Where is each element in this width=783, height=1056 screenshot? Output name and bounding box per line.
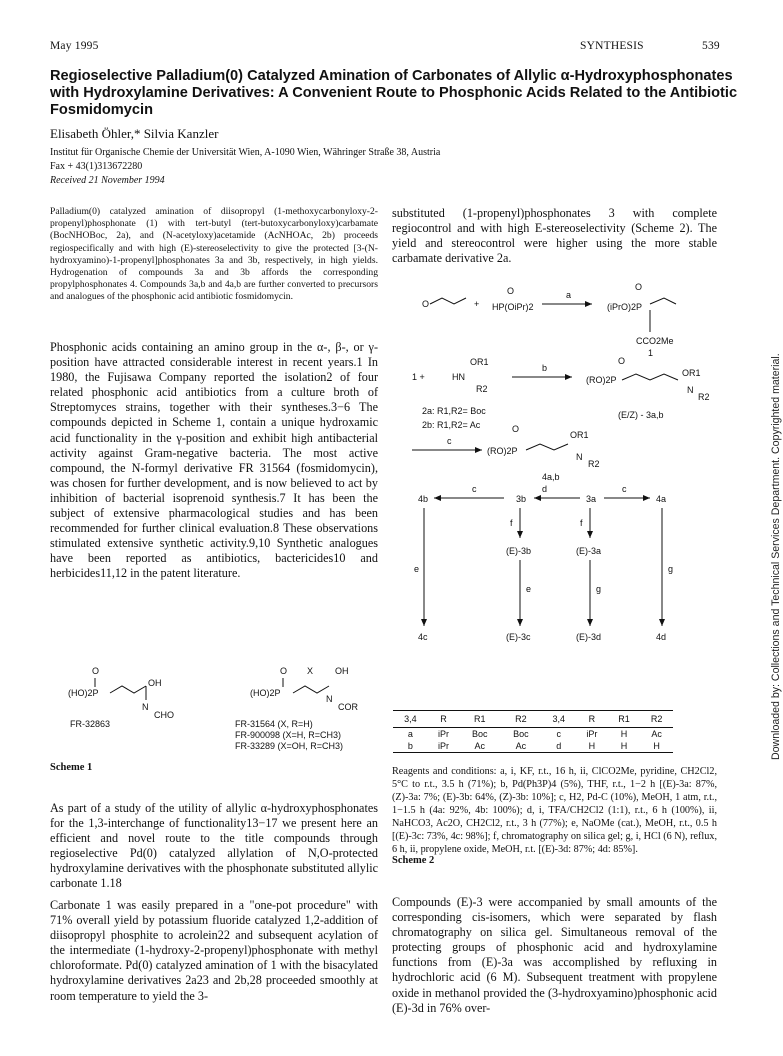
svg-text:g: g	[596, 584, 602, 594]
carbonate-paragraph: Carbonate 1 was easily prepared in a "one-pot procedure" with 71% overall yield by potassium fluoride catalyzed 1,2-addition of diisopropyl phosphite to acrolein22 and subsequent acylation of the intermediate (1-hydroxy-2-propenyl)phosphonate with methyl chloroformate. Pd(0) catalyzed amination of 1 with the bisacylated hydroxylamine derivatives 2a23 and 2b,28 proceeded smoothly at room temperature to yield the 3-	[50, 898, 378, 1003]
scheme2-label: Scheme 2	[392, 855, 435, 866]
svg-text:4c: 4c	[418, 632, 428, 642]
svg-text:N: N	[142, 702, 149, 712]
scheme2-substituent-table	[393, 710, 673, 753]
svg-text:b: b	[542, 363, 548, 373]
svg-text:(E)-3d: (E)-3d	[576, 632, 602, 642]
table-cell: c	[556, 729, 561, 739]
svg-text:(E)-3c: (E)-3c	[506, 632, 531, 642]
svg-text:OR1: OR1	[570, 430, 589, 440]
svg-text:N: N	[687, 385, 694, 395]
scheme1-name-fr32863: FR-32863	[70, 719, 111, 729]
svg-text:+: +	[474, 299, 480, 309]
svg-text:R2: R2	[476, 384, 488, 394]
table-header-cell: 3,4	[541, 711, 576, 728]
svg-text:(iPrO)2P: (iPrO)2P	[607, 302, 643, 312]
svg-text:4d: 4d	[656, 632, 667, 642]
svg-text:HP(OiPr)2: HP(OiPr)2	[492, 302, 534, 312]
scheme1-name-list	[235, 719, 343, 752]
received-date: Received 21 November 1994	[50, 175, 165, 186]
svg-text:OR1: OR1	[470, 357, 489, 367]
svg-text:O: O	[92, 666, 100, 676]
scheme2-reagents: Reagents and conditions: a, i, KF, r.t., 16 h, ii, ClCO2Me, pyridine, CH2Cl2, 5°C to r.t., 3.5 h (71%); b, Pd(Ph3P)4 (5%), THF, r.t., 1−2 h [(E)-3a: 87%, (Z)-3a: 7%; (E)-3b: 64%, (Z)-3b: 10%]; c, H2, Pd-C (10%), MeOH, 1 atm, r.t., 1−1.5 h (4a: 92%, 4b: 100%); d, i, TFA/CH2Cl2 (1:1), r.t., 6 h (100%), ii, NaHCO3, Ac2O, CH2Cl2, r.t., 3 h (77%); e, NaOMe (cat.), MeOH, r.t., 0.5 h [(E)-3c: 73%, 4c: 98%]; f, chromatography on silica gel; g, i, HCl (6 N), reflux, 6 h, ii, propylene oxide, MeOH, r.t. [(E)-3d: 87%; 4d: 85%].	[392, 766, 717, 855]
svg-text:4b: 4b	[418, 494, 429, 504]
svg-text:3a: 3a	[586, 494, 597, 504]
svg-text:4a,b: 4a,b	[542, 472, 560, 482]
table-cell: Ac	[500, 740, 541, 753]
table-header-cell: R	[428, 711, 460, 728]
scheme2-diagram	[392, 280, 722, 700]
svg-text:O: O	[507, 286, 515, 296]
table-cell: H	[620, 729, 628, 739]
article-authors: Elisabeth Öhler,* Silvia Kanzler	[50, 126, 219, 141]
table-cell: H	[608, 740, 641, 753]
abstract: Palladium(0) catalyzed amination of diisopropyl (1-methoxycarbonyloxy-2-propenyl)phosphonate (1) with tert-butyl (tert-butoxycarbonyloxy)carbamate (BocNHOBoc, 2a), and (N-acetyloxy)acetamide (AcNHOAc, 2b) proceeds regiospecifically and with high (E)-stereoselectivity to give the protected [3-(N-hydroxyamino)-1-propenyl]phosphonates 3a and 3b, respectively, in high yields. Hydrogenation of compounds 3a and 3b affords the corresponding propylphosphonates 4. Compounds 3a,b and 4a,b are further converted to precursors and analogues of the phosphonic acid antibiotic fosmidomycin.	[50, 206, 378, 303]
svg-text:(E/Z) - 3a,b: (E/Z) - 3a,b	[618, 410, 664, 420]
affiliation: Institut für Organische Chemie der Universität Wien, A-1090 Wien, Währinger Straße 38, Austria	[50, 147, 441, 158]
table-cell: H	[576, 740, 608, 753]
scheme1-name-fr900098: FR-900098 (X=H, R=CH3)	[235, 730, 342, 740]
svg-text:HN: HN	[452, 372, 465, 382]
svg-text:3b: 3b	[516, 494, 527, 504]
svg-text:N: N	[576, 452, 583, 462]
svg-text:OH: OH	[148, 678, 162, 688]
svg-text:O: O	[280, 666, 288, 676]
compounds-paragraph: Compounds (E)-3 were accompanied by small amounts of the corresponding cis-isomers, which were separated by flash chromatography on silica gel. Simultaneous removal of the protecting groups of phosphonic acid and hydroxylamine functions from (E)-3a was accomplished by refluxing in hydrochloric acid (6 M). Subsequent treatment with propylene oxide in methanol provided the (3-hydroxyamino)phosphonic acid (E)-3d in 76% over-	[392, 895, 717, 1015]
svg-text:d: d	[542, 484, 548, 494]
table-cell: Ac	[651, 729, 662, 739]
table-header-cell: R	[576, 711, 608, 728]
svg-text:N: N	[326, 694, 333, 704]
table-cell: iPr	[428, 740, 460, 753]
table-cell: iPr	[438, 729, 449, 739]
svg-text:R2: R2	[588, 459, 600, 469]
study-paragraph: As part of a study of the utility of allylic α-hydroxyphosphonates for the 1,3-interchange of functionality13−17 we present here an efficient and novel route to the title compounds through regioselective Pd(0) catalyzed allylation of N,O-protected hydroxylamine derivatives with the phosphonate substituted allylic carbonate 1.18	[50, 801, 378, 891]
svg-text:O: O	[422, 299, 430, 309]
download-notice-sidebar	[758, 340, 783, 760]
svg-text:c: c	[622, 484, 627, 494]
svg-text:OH: OH	[335, 666, 349, 676]
svg-text:g: g	[668, 564, 674, 574]
scheme1-name-fr33289: FR-33289 (X=OH, R=CH3)	[235, 741, 344, 751]
header-journal: SYNTHESIS	[580, 40, 644, 52]
svg-text:e: e	[526, 584, 532, 594]
table-cell: iPr	[586, 729, 598, 739]
article-title: Regioselective Palladium(0) Catalyzed Amination of Carbonates of Allylic α-Hydroxyphosphonates with Hydroxylamine Derivatives: A Convenient Route to Phosphonic Acids Related to the Antibiotic Fosmidomycin	[50, 68, 738, 118]
svg-text:(E)-3a: (E)-3a	[576, 546, 602, 556]
svg-text:f: f	[580, 518, 583, 528]
svg-text:2a: R1,R2= Boc: 2a: R1,R2= Boc	[422, 406, 486, 416]
svg-text:f: f	[510, 518, 513, 528]
svg-text:(RO)2P: (RO)2P	[586, 375, 617, 385]
table-cell: Ac	[459, 740, 500, 753]
svg-text:(HO)2P: (HO)2P	[250, 688, 281, 698]
svg-text:OR1: OR1	[682, 368, 701, 378]
table-cell: b	[393, 740, 428, 753]
table-row	[393, 740, 673, 753]
svg-text:CHO: CHO	[154, 710, 174, 720]
svg-text:O: O	[635, 282, 643, 292]
svg-text:e: e	[414, 564, 420, 574]
intro-paragraph: Phosphonic acids containing an amino group in the α-, β-, or γ-position have attracted considerable interest in recent years.1 In 1980, the Fujisawa Company reported the isolation2 of four related phosphonic acid antibiotics from a culture broth of Streptomyces strains, together with their syntheses.3−6 The compounds depicted in Scheme 1, contain a unique hydroxamic acid functionality in the γ-position and exhibit high antibacterial activity against Gram-negative bacteria. The most active compound, the N-formyl derivative FR 31564 (fosmidomycin), was chosen for further development, and is now believed to act by inhibition of bacterial isoprenoid synthesis.7 It has been the subject of extensive pharmacological studies and has been recommended for further clinical evaluation.8 These observations stimulated extensive synthetic activity.9,10 Synthetic analogues have been reported as antibiotics, bactericides10 and herbicides11,12 in the patent literature.	[50, 340, 378, 581]
table-cell: a	[407, 729, 413, 739]
table-cell: H	[640, 740, 673, 753]
scheme1-name-fr31564: FR-31564 (X, R=H)	[235, 719, 313, 729]
table-header-cell: R1	[608, 711, 641, 728]
svg-text:COR: COR	[338, 702, 358, 712]
table-cell: Boc	[513, 729, 529, 739]
table-header-cell: R2	[500, 711, 541, 728]
svg-text:a: a	[566, 290, 572, 300]
table-cell: d	[541, 740, 576, 753]
header-date: May 1995	[50, 40, 99, 52]
svg-text:(E)-3b: (E)-3b	[506, 546, 532, 556]
svg-text:(RO)2P: (RO)2P	[487, 446, 518, 456]
table-row	[393, 728, 673, 741]
svg-text:O: O	[618, 356, 626, 366]
svg-text:c: c	[447, 436, 452, 446]
svg-text:(HO)2P: (HO)2P	[68, 688, 99, 698]
table-header-cell: R2	[640, 711, 673, 728]
download-notice-text: Downloaded by: Collections and Technical Services Department. Copyrighted material.	[770, 353, 782, 760]
table-cell: Boc	[472, 729, 488, 739]
fax: Fax + 43(1)313672280	[50, 161, 143, 172]
table-header-row	[393, 711, 673, 728]
regiocontrol-paragraph: substituted (1-propenyl)phosphonates 3 with complete regiocontrol and with high E-stereoselectivity (Scheme 2). The yield and stereocontrol were higher using the more stable carbamate derivative 2a.	[392, 206, 717, 266]
svg-text:1 +: 1 +	[412, 372, 425, 382]
svg-text:X: X	[307, 666, 314, 676]
svg-text:1: 1	[648, 348, 654, 358]
svg-text:R2: R2	[698, 392, 710, 402]
header-page-number: 539	[702, 40, 720, 52]
svg-text:c: c	[472, 484, 477, 494]
svg-text:CCO2Me: CCO2Me	[636, 336, 674, 346]
svg-text:2b: R1,R2= Ac: 2b: R1,R2= Ac	[422, 420, 481, 430]
table-header-cell: R1	[459, 711, 500, 728]
svg-text:4a: 4a	[656, 494, 667, 504]
scheme1-label: Scheme 1	[50, 762, 93, 773]
table-header-cell: 3,4	[393, 711, 428, 728]
svg-text:O: O	[512, 424, 520, 434]
